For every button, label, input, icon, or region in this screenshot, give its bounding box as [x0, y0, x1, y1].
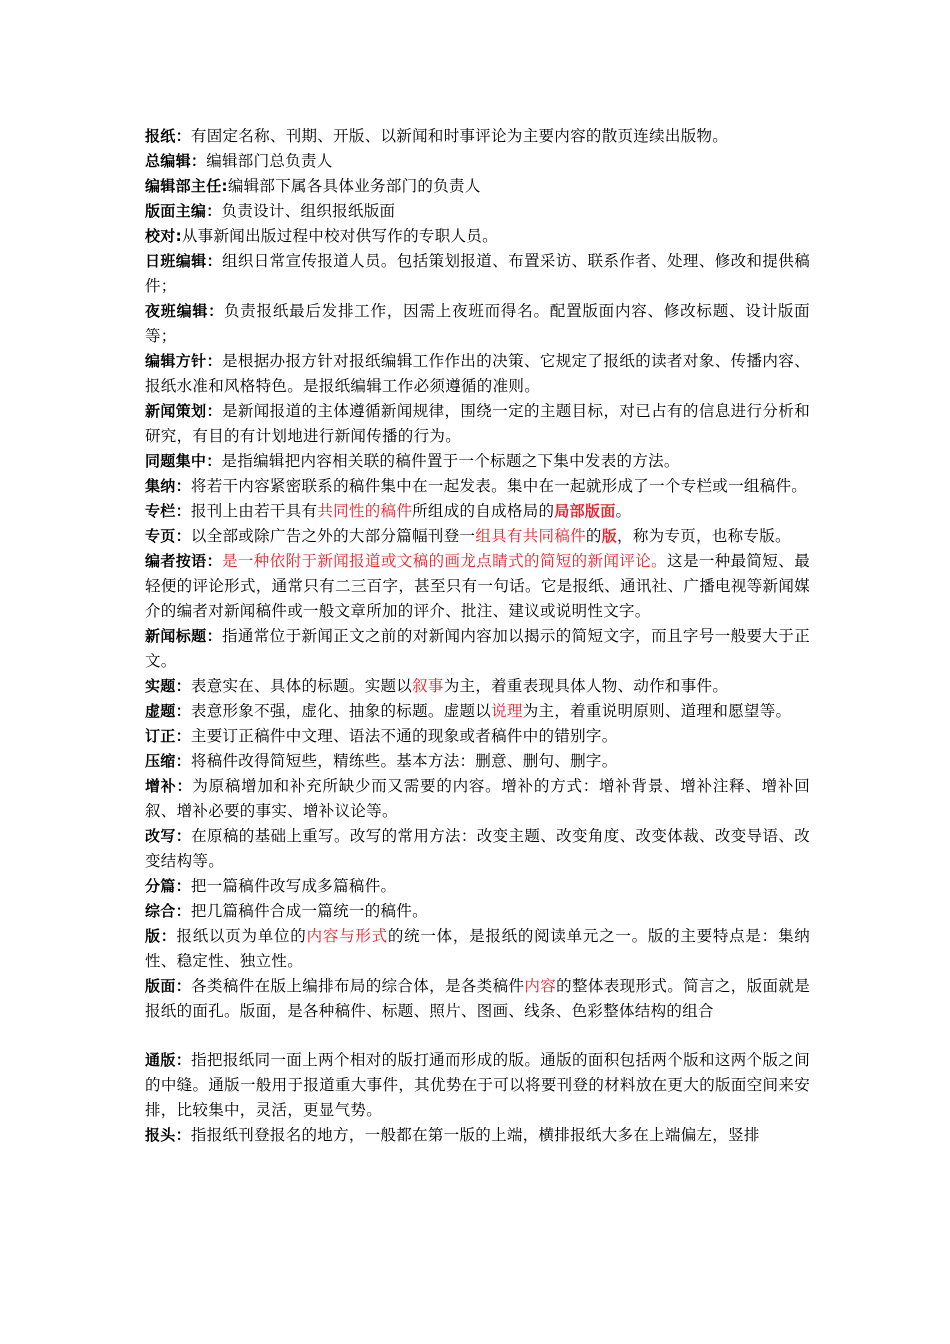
glossary-entry	[145, 249, 810, 299]
definition-text: 是根据办报方针对报纸编辑工作作出的决策、它规定了报纸的读者对象、传播内容、报纸水准和风格特色。是报纸编辑工作必须遵循的准则。	[145, 352, 810, 395]
entry-term: 专栏：	[145, 502, 191, 520]
definition-text: 表意形象不强，虚化、抽象的标题。虚题以	[190, 702, 492, 720]
glossary-entry	[145, 499, 810, 524]
entry-term: 专页：	[145, 527, 191, 545]
entry-term: 改写：	[145, 827, 192, 845]
definition-text: 将若干内容紧密联系的稿件集中在一起发表。集中在一起就形成了一个专栏或一组稿件。	[190, 477, 808, 495]
definition-text: 把几篇稿件合成一篇统一的稿件。	[190, 902, 428, 920]
entry-term: 编辑部主任:	[145, 177, 228, 195]
definition-text: 主要订正稿件中文理、语法不通的现象或者稿件中的错别字。	[190, 727, 618, 745]
entry-term: 版：	[145, 927, 177, 945]
glossary-entry	[145, 524, 810, 549]
definition-text: 表意实在、具体的标题。实题以	[190, 677, 413, 695]
entry-term: 新闻标题：	[145, 627, 222, 645]
definition-text: 的统一体，是报纸的阅读单元之一。版的主要特点是：集纳性、稳定性、独立性。	[145, 927, 810, 970]
highlight-text: 叙事	[412, 677, 444, 695]
definition-text: 报刊上由若干具有	[190, 502, 318, 520]
document-page	[145, 124, 810, 1148]
entry-term: 综合：	[145, 902, 191, 920]
highlight-text: 共同性的稿件	[317, 502, 413, 520]
definition-text: 组织日常宣传报道人员。包括策划报道、布置采访、联系作者、处理、修改和提供稿件；	[145, 252, 810, 295]
highlight-text: 组具有共同稿件	[475, 527, 586, 545]
entry-term: 编辑方针：	[145, 352, 222, 370]
glossary-entry	[145, 974, 810, 1024]
entry-term: 实题：	[145, 677, 191, 695]
entry-term: 压缩：	[145, 752, 191, 770]
definition-text: 为原稿增加和补充所缺少而又需要的内容。增补的方式：增补背景、增补注释、增补回叙、增补必要的事实、增补议论等。	[145, 777, 811, 820]
glossary-entry	[145, 774, 810, 824]
blank-line	[145, 1024, 810, 1048]
definition-text: 在原稿的基础上重写。改写的常用方法：改变主题、改变角度、改变体裁、改变导语、改变结构等。	[145, 827, 811, 870]
glossary-entry	[145, 549, 810, 624]
entry-term: 通版：	[145, 1051, 192, 1069]
definition-text: 以全部或除广告之外的大部分篇幅刊登一	[190, 527, 476, 545]
glossary-entry	[145, 924, 810, 974]
definition-text: 各类稿件在版上编排布局的综合体，是各类稿件	[191, 977, 525, 995]
entry-term: 同题集中：	[145, 452, 222, 470]
definition-text: 从事新闻出版过程中校对供写作的专职人员。	[181, 227, 498, 245]
definition-text: 是新闻报道的主体遵循新闻规律，围绕一定的主题目标，对已占有的信息进行分析和研究，有目的有计划地进行新闻传播的行为。	[145, 402, 810, 445]
glossary-entry	[145, 149, 810, 174]
definition-text: ，称为专页，也称专版。	[617, 527, 791, 545]
definition-text: 为主，着重说明原则、道理和愿望等。	[522, 702, 792, 720]
definition-text: 的	[585, 527, 602, 545]
definition-text: 。	[615, 502, 632, 520]
entry-term: 新闻策划：	[145, 402, 222, 420]
glossary-entry	[145, 299, 810, 349]
definition-text: 负责设计、组织报纸版面	[221, 202, 396, 220]
glossary-entry	[145, 449, 810, 474]
glossary-entry	[145, 824, 810, 874]
highlight-text: 说理	[491, 702, 523, 720]
glossary-entry	[145, 474, 810, 499]
highlight-bold-text: 版	[601, 527, 618, 545]
entry-term: 订正：	[145, 727, 191, 745]
entry-term: 日班编辑：	[145, 252, 222, 270]
entry-term: 虚题：	[145, 702, 191, 720]
definition-text: 指报纸刊登报名的地方，一般都在第一版的上端，横排报纸大多在上端偏左，竖排	[190, 1126, 760, 1144]
definition-text: 编辑部门总负责人	[206, 152, 333, 170]
definition-text: 有固定名称、刊期、开版、以新闻和时事评论为主要内容的散页连续出版物。	[190, 127, 729, 145]
glossary-entry	[145, 674, 810, 699]
glossary-entry	[145, 899, 810, 924]
glossary-entry	[145, 1048, 810, 1123]
entry-term: 夜班编辑：	[145, 302, 224, 320]
entry-term: 校对:	[145, 227, 182, 245]
glossary-entry	[145, 124, 810, 149]
glossary-entry	[145, 1123, 810, 1148]
entry-term: 版面主编：	[145, 202, 222, 220]
glossary-entry	[145, 224, 810, 249]
entry-term: 报纸：	[145, 127, 191, 145]
entry-term: 分篇：	[145, 877, 191, 895]
entry-term: 增补：	[145, 777, 193, 795]
glossary-entry	[145, 699, 810, 724]
definition-text: 把一篇稿件改写成多篇稿件。	[190, 877, 397, 895]
entry-term: 报头：	[145, 1126, 191, 1144]
glossary-entry	[145, 174, 810, 199]
highlight-text: 是一种依附于新闻报道或文稿的画龙点睛式的简短的新闻评论。	[221, 552, 668, 570]
definition-text: 的整体表现形式。简言之，版面就是报纸的面孔。版面，是各种稿件、标题、照片、图画、线条、色彩整体结构的组合	[145, 977, 811, 1020]
highlight-bold-text: 局部版面	[554, 502, 616, 520]
definition-text: 所组成的自成格局的	[412, 502, 555, 520]
definition-text: 为主，着重表现具体人物、动作和事件。	[443, 677, 729, 695]
glossary-entry	[145, 874, 810, 899]
glossary-entry	[145, 724, 810, 749]
glossary-entry	[145, 624, 810, 674]
entry-term: 总编辑：	[145, 152, 207, 170]
entry-term: 版面：	[145, 977, 192, 995]
entry-term: 编者按语：	[145, 552, 222, 570]
highlight-text: 内容	[524, 977, 557, 995]
glossary-entry	[145, 749, 810, 774]
glossary-entry	[145, 399, 810, 449]
highlight-text: 内容与形式	[306, 927, 388, 945]
definition-text: 指把报纸同一面上两个相对的版打通而形成的版。通版的面积包括两个版和这两个版之间的中缝。通版一般用于报道重大事件，其优势在于可以将要刊登的材料放在更大的版面空间来安排，比较集中，灵活，更显气势。	[145, 1051, 811, 1119]
glossary-entry	[145, 349, 810, 399]
definition-text: 编辑部下属各具体业务部门的负责人	[227, 177, 481, 195]
definition-text: 是指编辑把内容相关联的稿件置于一个标题之下集中发表的方法。	[221, 452, 680, 470]
definition-text: 将稿件改得简短些，精练些。基本方法：删意、删句、删字。	[190, 752, 618, 770]
definition-text: 这是一种最简短、最轻便的评论形式，通常只有二三百字，甚至只有一句话。它是报纸、通讯社、广播电视等新闻媒介的编者对新闻稿件或一般文章所加的评介、批注、建议或说明性文字。	[145, 552, 811, 620]
definition-text: 报纸以页为单位的	[176, 927, 307, 945]
glossary-entry	[145, 199, 810, 224]
definition-text: 指通常位于新闻正文之前的对新闻内容加以揭示的简短文字，而且字号一般要大于正文。	[145, 627, 810, 670]
entry-term: 集纳：	[145, 477, 191, 495]
definition-text: 负责报纸最后发排工作，因需上夜班而得名。配置版面内容、修改标题、设计版面等；	[145, 302, 810, 345]
